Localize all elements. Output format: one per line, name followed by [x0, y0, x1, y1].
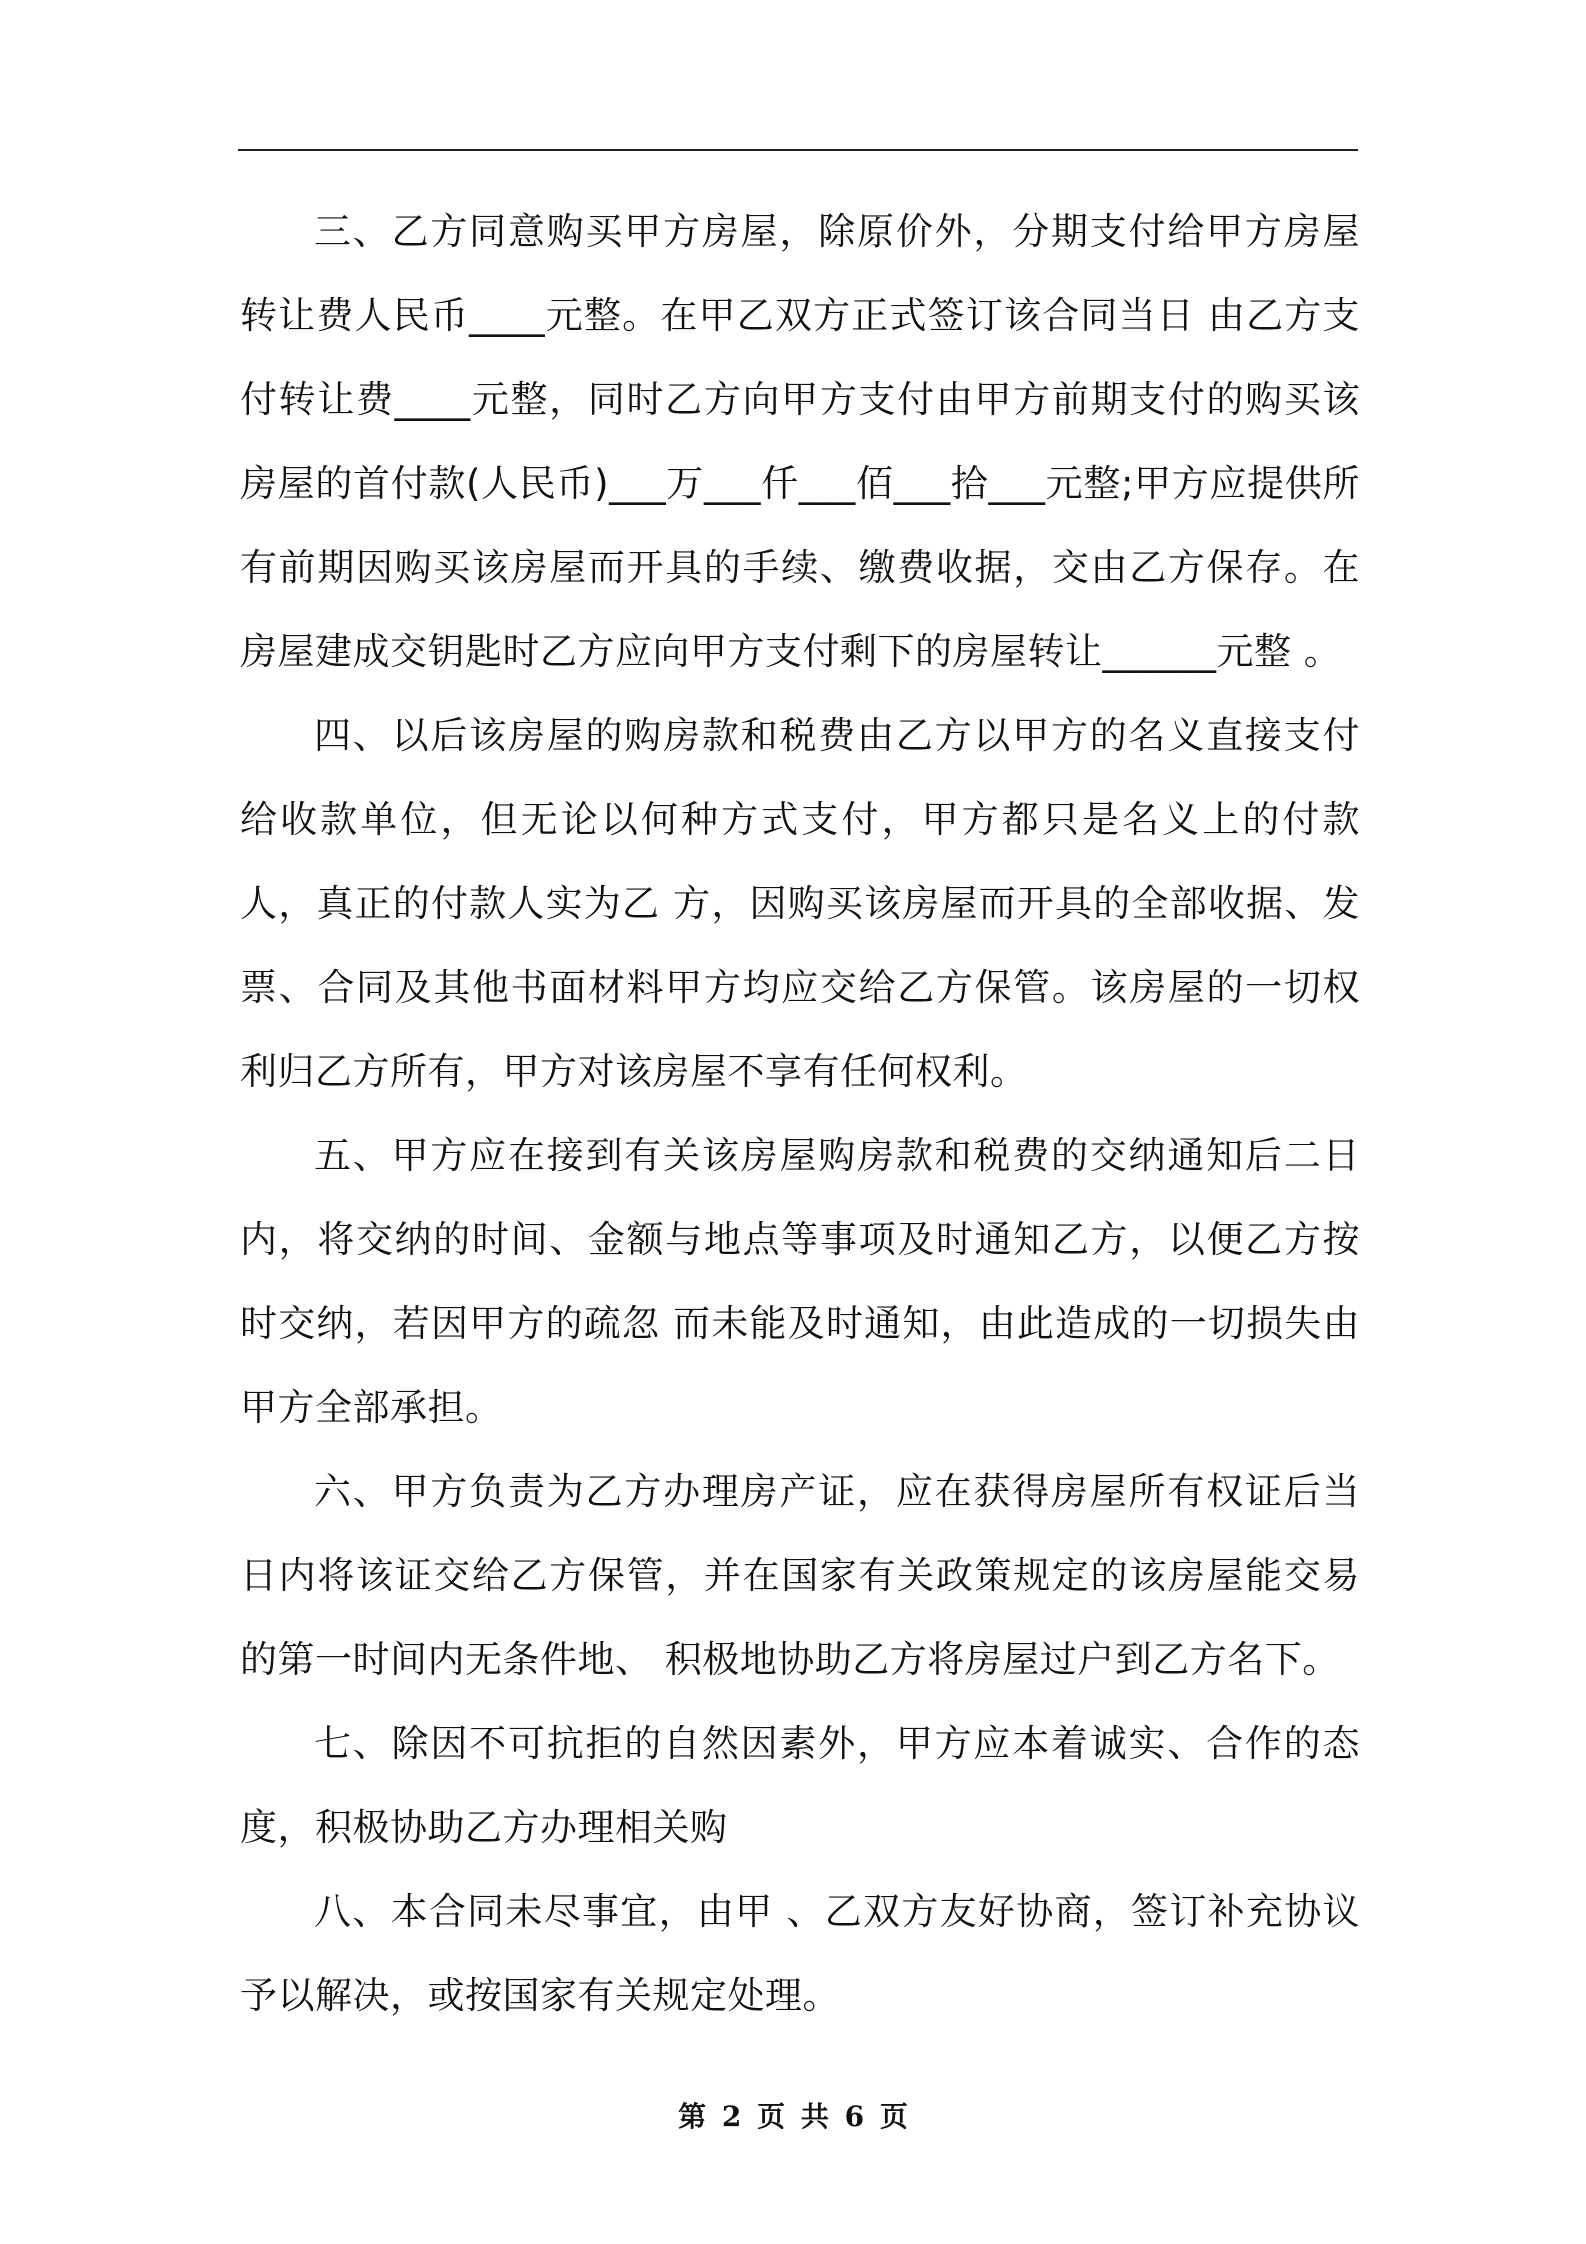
- clause-4-paragraph: 四、以后该房屋的购房款和税费由乙方以甲方的名义直接支付给收款单位，但无论以何种方式支付，甲方都只是名义上的付款人，真正的付款人实为乙 方，因购买该房屋而开具的全部收据、发票、合同及其他书面材料甲方均应交给乙方保管。该房屋的一切权利归乙方所有，甲方对该房屋不享有任何权利。: [240, 714, 1360, 1093]
- clause-5-paragraph: 五、甲方应在接到有关该房屋购房款和税费的交纳通知后二日内，将交纳的时间、金额与地点等事项及时通知乙方，以便乙方按时交纳，若因甲方的疏忽 而未能及时通知，由此造成的一切损失由甲方全部承担。: [240, 1134, 1360, 1429]
- clause-6-paragraph: 六、甲方负责为乙方办理房产证，应在获得房屋所有权证后当日内将该证交给乙方保管，并在国家有关政策规定的该房屋能交易的第一时间内无条件地、 积极地协助乙方将房屋过户到乙方名下。: [240, 1470, 1360, 1681]
- header-divider: [238, 149, 1358, 151]
- clause-7-paragraph: 七、除因不可抗拒的自然因素外，甲方应本着诚实、合作的态度，积极协助乙方办理相关购: [240, 1722, 1360, 1849]
- document-body: [240, 190, 1360, 2038]
- clause-3-paragraph: 三、乙方同意购买甲方房屋，除原价外，分期支付给甲方房屋转让费人民币____元整。在甲乙双方正式签订该合同当日 由乙方支付转让费____元整，同时乙方向甲方支付由甲方前期支付的购买该房屋的首付款(人民币)___万___仟___佰___拾___元整;甲方应提供所有前期因购买该房屋而开具的手续、缴费收据，交由乙方保存。在房屋建成交钥匙时乙方应向甲方支付剩下的房屋转让______元整 。: [240, 210, 1360, 673]
- page-number-footer: 第 2 页 共 6 页: [678, 2100, 908, 2133]
- clause-8-paragraph: 八、本合同未尽事宜，由甲 、乙双方友好协商，签订补充协议予以解决，或按国家有关规定处理。: [240, 1890, 1360, 2017]
